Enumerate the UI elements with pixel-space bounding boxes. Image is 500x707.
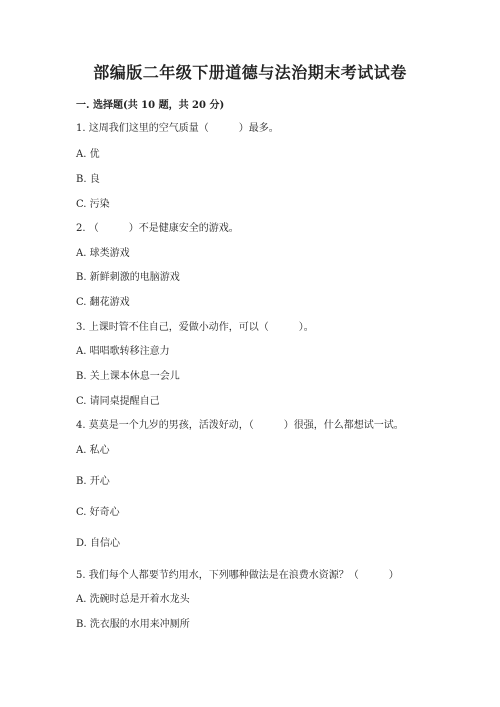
question-4-option-c: C. 好奇心 [76,507,120,518]
question-4-option-b: B. 开心 [76,476,110,487]
question-5-option-a: A. 洗碗时总是开着水龙头 [76,594,190,605]
question-5-stem: 5. 我们每个人都要节约用水，下列哪种做法是在浪费水资源？（ ） [76,570,399,581]
question-2-option-c: C. 翻花游戏 [76,297,130,308]
question-4-option-a: A. 私心 [76,445,110,456]
question-1-stem: 1. 这周我们这里的空气质量（ ）最多。 [76,123,279,134]
question-3-option-a: A. 唱唱歌转移注意力 [76,346,170,357]
question-1-option-a: A. 优 [76,149,100,160]
question-3-stem: 3. 上课时管不住自己，爱做小动作，可以（ ）。 [76,322,314,333]
question-2-option-b: B. 新鲜刺激的电脑游戏 [76,272,180,283]
question-3-option-b: B. 关上课本休息一会儿 [76,371,180,382]
question-3-option-c: C. 请同桌提醒自己 [76,396,160,407]
question-4-option-d: D. 自信心 [76,538,121,549]
question-2-stem: 2. （ ）不是健康安全的游戏。 [76,223,239,234]
question-1-option-b: B. 良 [76,174,100,185]
question-2-option-a: A. 球类游戏 [76,248,130,259]
section-heading: 一. 选择题(共 10 题，共 20 分) [76,100,225,111]
question-1-option-c: C. 污染 [76,199,110,210]
page-title: 部编版二年级下册道德与法治期末考试试卷 [93,63,407,82]
question-5-option-b: B. 洗衣服的水用来冲厕所 [76,619,190,630]
question-4-stem: 4. 莫莫是一个九岁的男孩，活泼好动，（ ）很强，什么都想试一试。 [76,420,404,431]
